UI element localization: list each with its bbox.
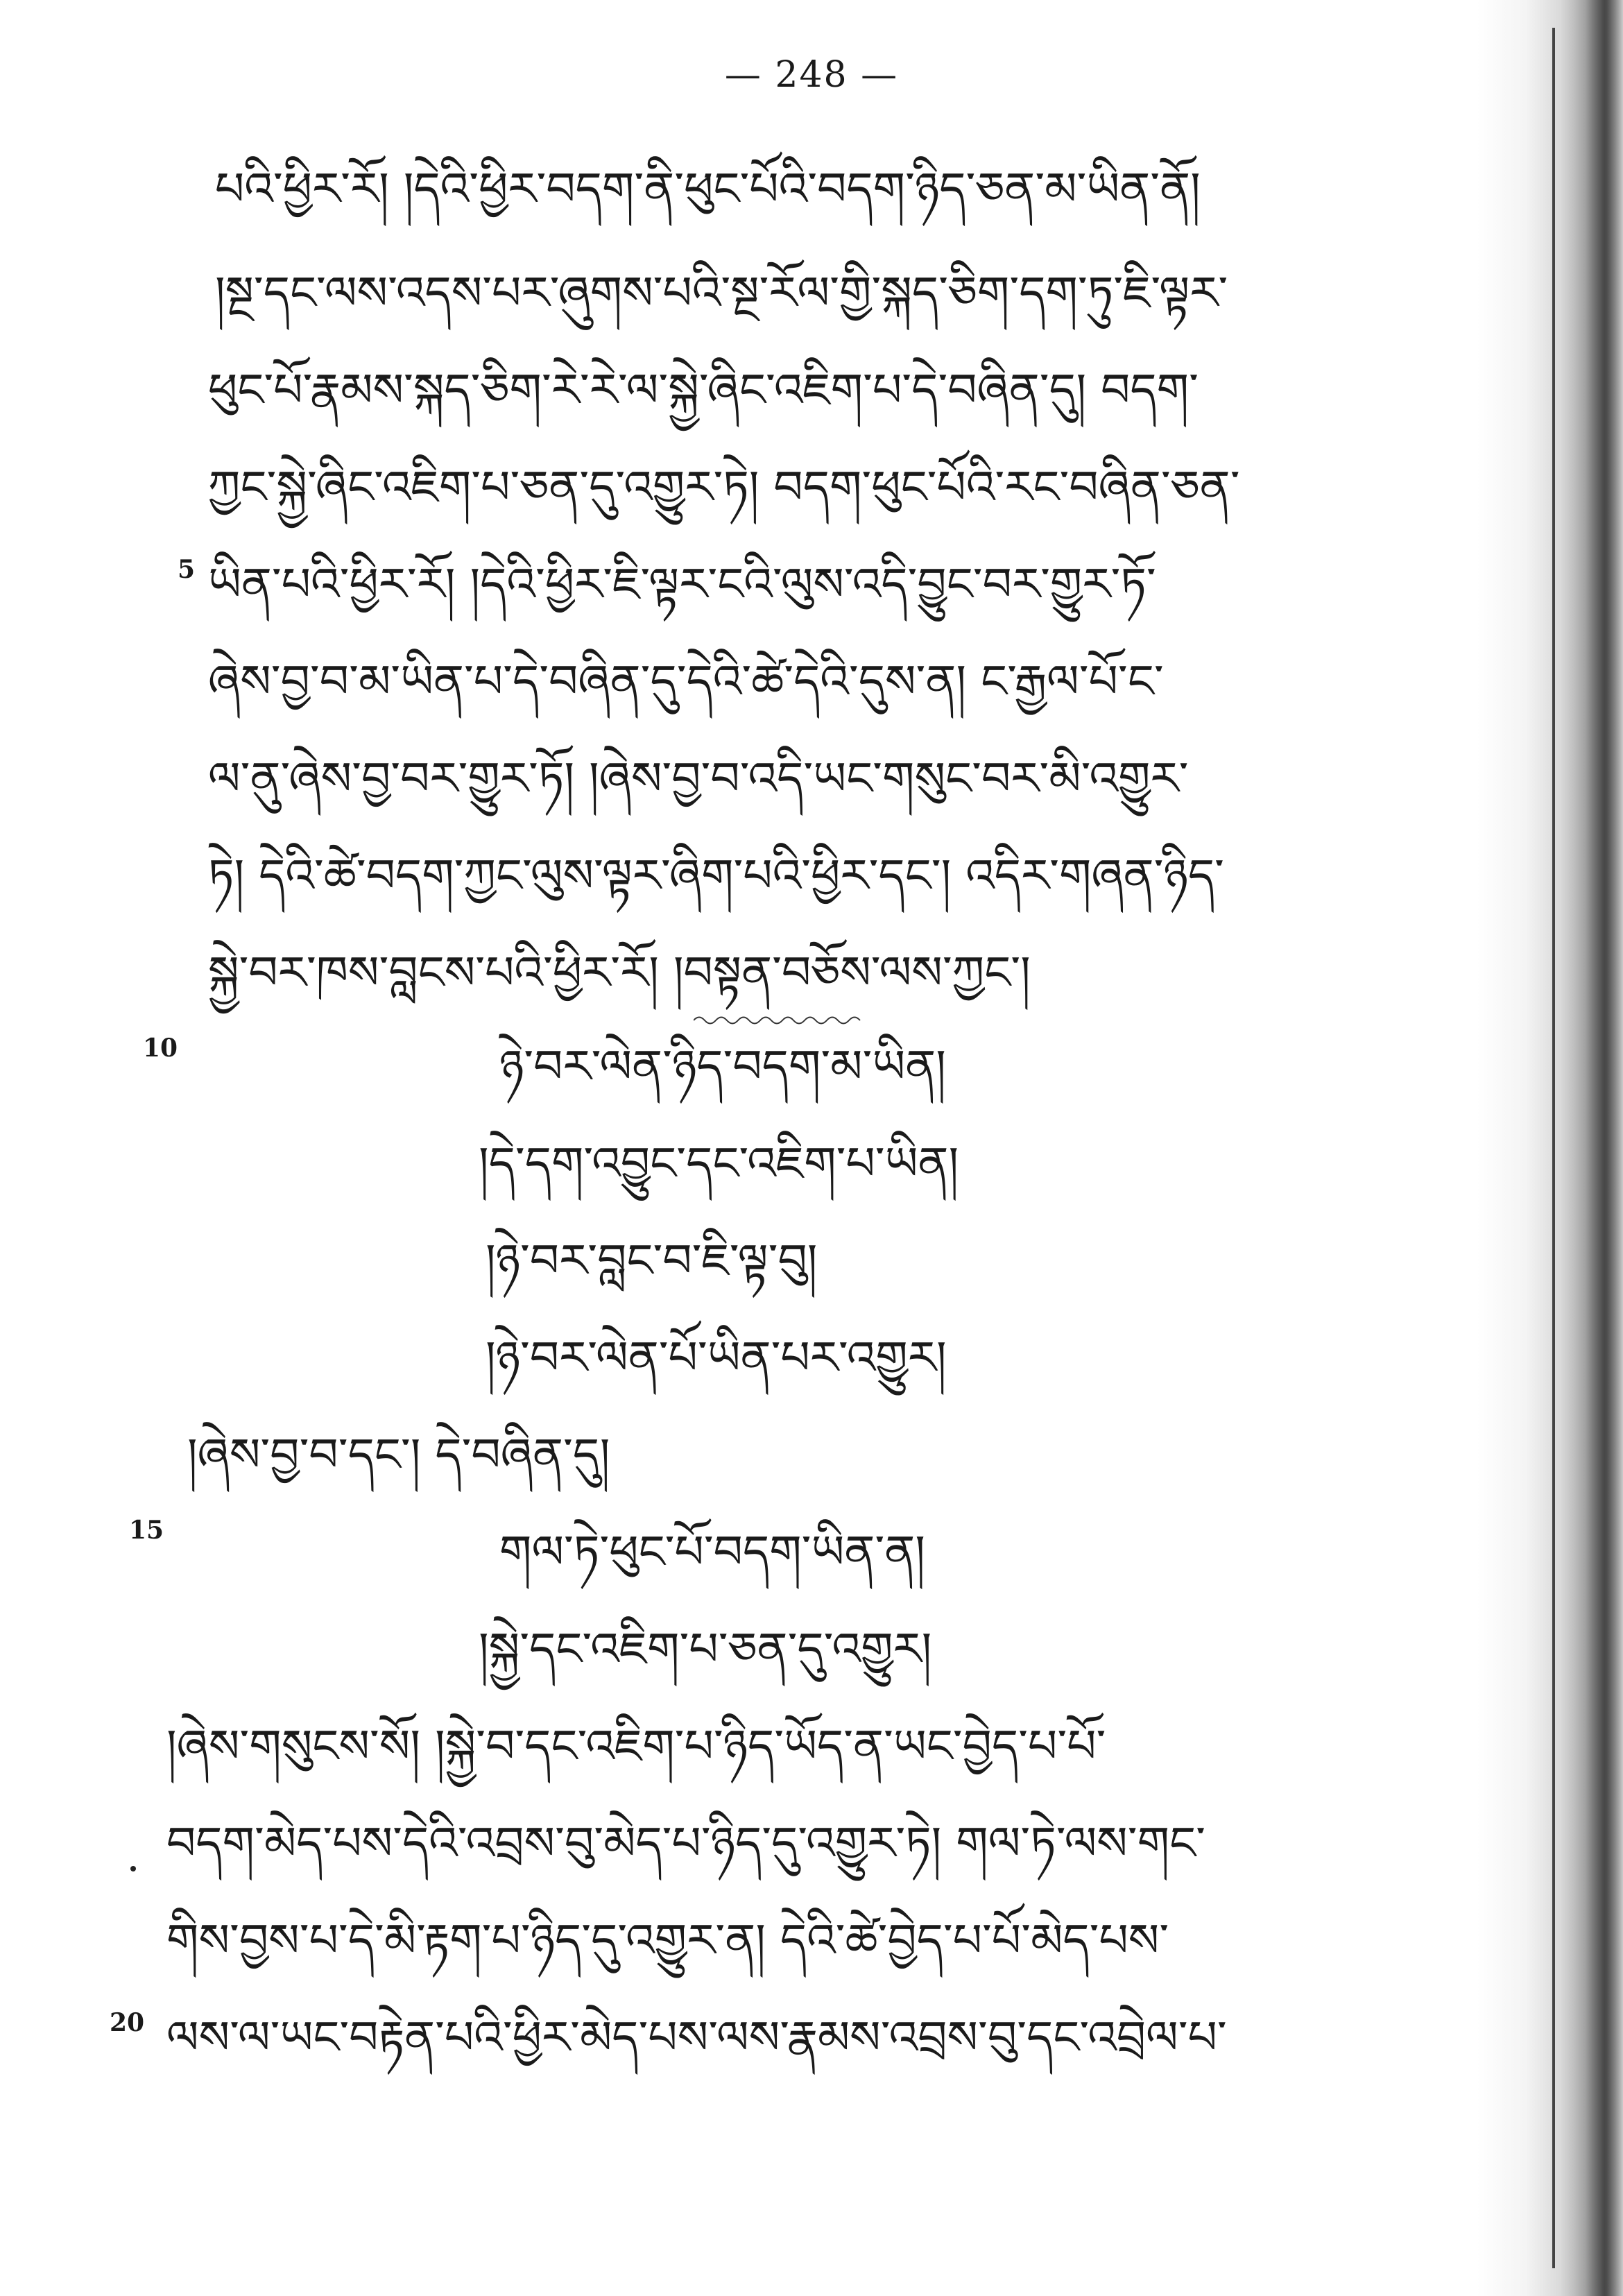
line-number-10: 10 xyxy=(143,1034,178,1063)
text-line-9: སྐྱེ་བར་ཁས་བླངས་པའི་ཕྱིར་རོ། །བསྟན་བཅོས་ལས་ཀྱང་། xyxy=(208,946,1031,1000)
wavy-underline xyxy=(694,1014,867,1027)
verse-line-1: ཉེ་བར་ལེན་ཉིད་བདག་མ་ཡིན། xyxy=(499,1040,946,1093)
text-line-17: །ཞེས་གསུངས་སོ། །སྐྱེ་བ་དང་འཇིག་པ་ཉིད་ཡོད་ན་ཡང་བྱེད་པ་པོ་ xyxy=(166,1720,1106,1773)
text-line-6: ཞེས་བྱ་བ་མ་ཡིན་པ་དེ་བཞིན་དུ་དེའི་ཚེ་དེའི་དུས་ན། ང་རྒྱལ་པོ་ང་ xyxy=(208,655,1164,708)
text-line-19: གིས་བྱས་པ་དེ་མི་རྟག་པ་ཉིད་དུ་འགྱུར་ན། དེའི་ཚེ་བྱེད་པ་པོ་མེད་པས་ xyxy=(166,1914,1169,1967)
text-line-3: ཕུང་པོ་རྣམས་སྐད་ཅིག་རེ་རེ་ལ་སྐྱེ་ཞིང་འཇིག་པ་དེ་བཞིན་དུ། བདག་ xyxy=(208,363,1199,417)
text-line-20: ལས་ལ་ཡང་བརྟེན་པའི་ཕྱིར་མེད་པས་ལས་རྣམས་འབྲས་བུ་དང་འབྲེལ་པ་ xyxy=(166,2011,1227,2064)
page-edge-line xyxy=(1552,28,1555,2268)
text-line-2: །སྔ་དང་ལས་འདས་པར་ཞུགས་པའི་སྔ་རོལ་གྱི་སྐད་ཅིག་དག་ཏུ་ཇི་ལྟར་ xyxy=(215,266,1228,320)
verse-line-6: །སྐྱེ་དང་འཇིག་པ་ཅན་དུ་འགྱུར། xyxy=(479,1622,932,1676)
text-line-5: ཡིན་པའི་ཕྱིར་རོ། །དེའི་ཕྱིར་ཇི་ལྟར་ངའི་ལུས་འདི་བྱུང་བར་གྱུར་ཏོ་ xyxy=(208,558,1156,611)
line-number-20: 20 xyxy=(110,2008,145,2037)
text-line-1: པའི་ཕྱིར་རོ། །དེའི་ཕྱིར་བདག་ནི་ཕུང་པོའི་བདག་ཉིད་ཅན་མ་ཡིན་ནོ། xyxy=(215,162,1201,216)
verse-line-2: །དེ་དག་འབྱུང་དང་འཇིག་པ་ཡིན། xyxy=(479,1137,959,1190)
verse-line-3: །ཉེ་བར་བླང་བ་ཇི་ལྟ་བུ། xyxy=(486,1234,818,1287)
verse-line-4: །ཉེ་བར་ལེན་པོ་ཡིན་པར་འགྱུར། xyxy=(486,1331,947,1385)
text-line-7: ལ་ནུ་ཞེས་བྱ་བར་གྱུར་ཏོ། །ཞེས་བྱ་བ་འདི་ཡང་གསུང་བར་མི་འགྱུར་ xyxy=(208,752,1189,805)
text-line-14: །ཞེས་བྱ་བ་དང་། དེ་བཞིན་དུ། xyxy=(187,1428,610,1482)
page-number: — 248 — xyxy=(724,54,899,96)
verse-line-5: གལ་ཏེ་ཕུང་པོ་བདག་ཡིན་ན། xyxy=(499,1525,925,1579)
text-line-18: བདག་མེད་པས་དེའི་འབྲས་བུ་མེད་པ་ཉིད་དུ་འགྱུར་ཏེ། གལ་ཏེ་ལས་གང་ xyxy=(166,1817,1205,1870)
text-line-8: ཏེ། དེའི་ཚེ་བདག་ཀྱང་ལུས་ལྟར་ཞིག་པའི་ཕྱིར་དང་། འདིར་གཞན་ཉིད་ xyxy=(208,849,1224,902)
line-number-15: 15 xyxy=(129,1516,164,1545)
line-number-5: 5 xyxy=(178,555,196,584)
text-line-4: ཀྱང་སྐྱེ་ཞིང་འཇིག་པ་ཅན་དུ་འགྱུར་ཏེ། བདག་ཕུང་པོའི་རང་བཞིན་ཅན་ xyxy=(208,461,1240,514)
page-edge-shadow xyxy=(1561,0,1623,2296)
ink-speck xyxy=(130,1866,136,1871)
